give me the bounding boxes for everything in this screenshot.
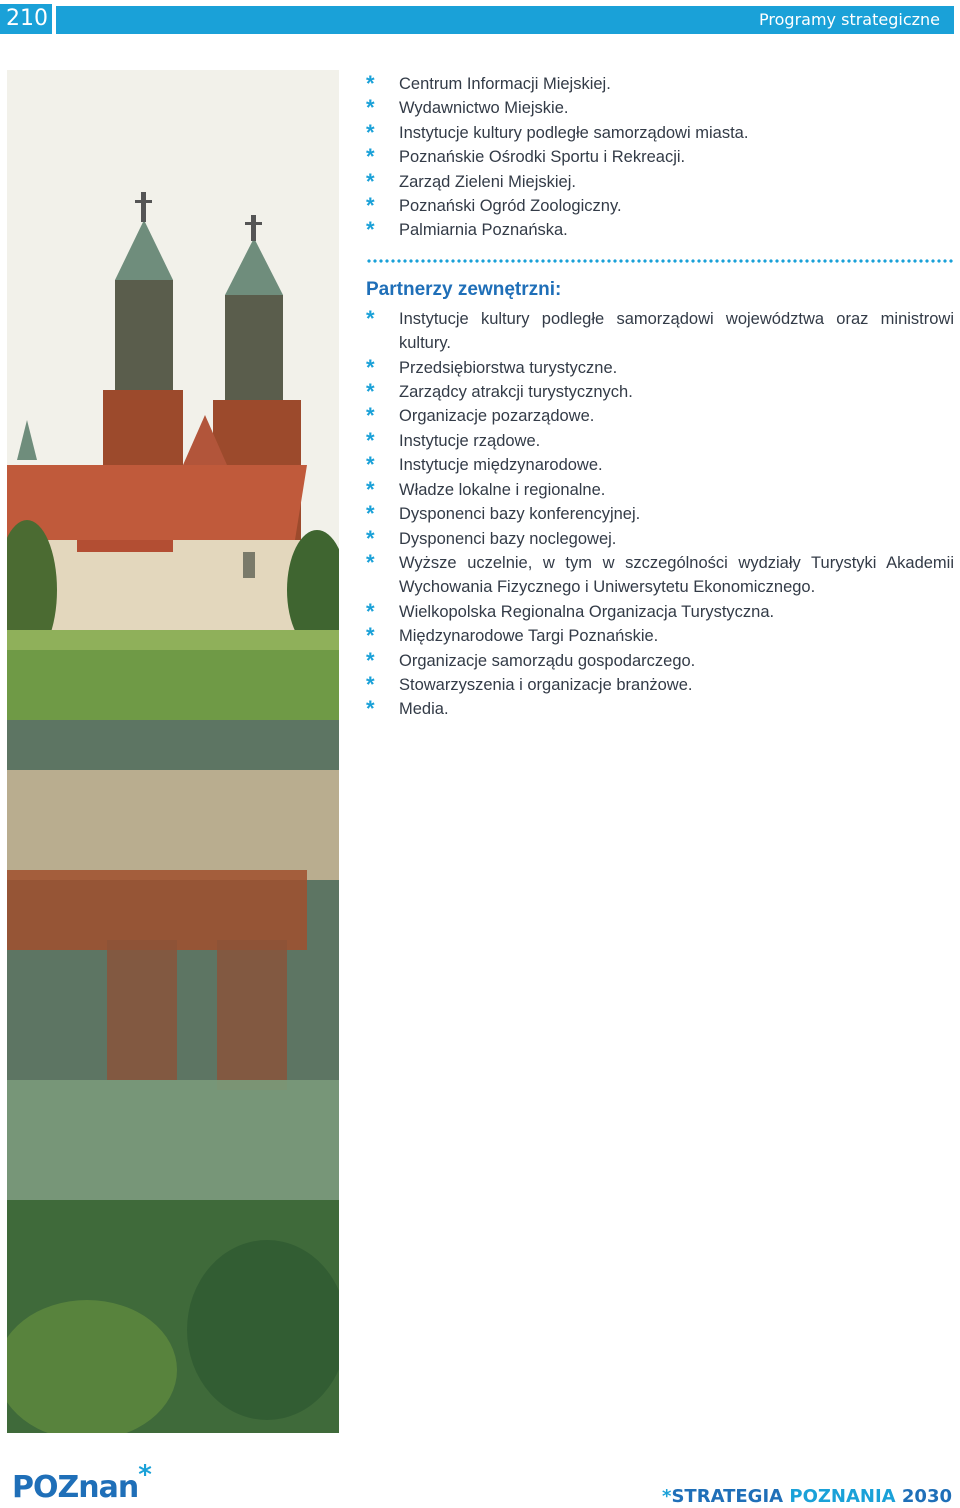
list-internal (366, 72, 954, 243)
list-item (366, 404, 954, 428)
list-item (366, 453, 954, 477)
list-item (366, 145, 954, 169)
asterisk-bullet-icon: * (366, 549, 375, 575)
list-item (366, 356, 954, 380)
asterisk-bullet-icon: * (366, 403, 375, 429)
list-item (366, 121, 954, 145)
asterisk-bullet-icon: * (366, 501, 375, 527)
asterisk-bullet-icon: * (366, 671, 375, 697)
dotted-divider (366, 259, 954, 263)
list-item (366, 673, 954, 697)
header-bar (56, 6, 954, 34)
asterisk-bullet-icon: * (366, 71, 375, 96)
list-external-partners (366, 307, 954, 722)
asterisk-bullet-icon: * (366, 647, 375, 673)
list-item (366, 624, 954, 648)
list-item-text: Zarząd Zieleni Miejskiej. (399, 172, 576, 191)
list-item-text: Zarządcy atrakcji turystycznych. (399, 383, 633, 402)
asterisk-bullet-icon: * (366, 476, 375, 502)
list-item (366, 600, 954, 624)
asterisk-bullet-icon: * (366, 95, 375, 121)
list-item-text: Przedsiębiorstwa turystyczne. (399, 358, 618, 377)
asterisk-bullet-icon: * (366, 623, 375, 649)
asterisk-bullet-icon: * (366, 452, 375, 478)
asterisk-bullet-icon: * (366, 354, 375, 380)
asterisk-bullet-icon: * (366, 144, 375, 170)
page-number: 210 (0, 4, 52, 34)
list-item-text: Media. (399, 700, 449, 719)
cathedral-photo (7, 70, 339, 1433)
tagline-word-poznania: POZNANIA (789, 1486, 896, 1507)
logo-asterisk-icon: * (138, 1460, 151, 1490)
list-item-text: Władze lokalne i regionalne. (399, 480, 606, 499)
list-item (366, 697, 954, 721)
asterisk-bullet-icon: * (366, 427, 375, 453)
list-item (366, 194, 954, 218)
list-item-text: Centrum Informacji Miejskiej. (399, 75, 611, 93)
list-item-text: Wielkopolska Regionalna Organizacja Turystyczna. (399, 602, 775, 621)
list-item (366, 380, 954, 404)
list-item-text: Palmiarnia Poznańska. (399, 221, 568, 240)
list-item-text: Wyższe uczelnie, w tym w szczególności wydziały Turystyki Akademii Wychowania Fizycznego i Uniwersytetu Ekonomicznego. (399, 553, 954, 597)
list-item-text: Dysponenci bazy konferencyjnej. (399, 505, 641, 524)
asterisk-bullet-icon: * (366, 525, 375, 551)
list-item-text: Poznańskie Ośrodki Sportu i Rekreacji. (399, 148, 686, 167)
list-item (366, 527, 954, 551)
content (366, 72, 954, 722)
section-heading: Partnerzy zewnętrzni: (366, 278, 562, 300)
list-item (366, 478, 954, 502)
asterisk-bullet-icon: * (366, 193, 375, 219)
list-item-text: Dysponenci bazy noclegowej. (399, 529, 617, 548)
list-item (366, 649, 954, 673)
list-item (366, 170, 954, 194)
list-item (366, 218, 954, 242)
list-item-text: Organizacje pozarządowe. (399, 407, 595, 426)
asterisk-bullet-icon: * (366, 168, 375, 194)
list-item (366, 502, 954, 526)
list-item (366, 72, 954, 96)
list-item-text: Instytucje kultury podległe samorządowi miasta. (399, 123, 749, 142)
asterisk-bullet-icon: * (366, 379, 375, 405)
list-item-text: Instytucje kultury podległe samorządowi województwa oraz ministrowi kultury. (399, 309, 954, 353)
list-item-text: Wydawnictwo Miejskie. (399, 99, 569, 118)
list-item (366, 551, 954, 600)
header-title: Programy strategiczne (759, 10, 940, 29)
list-item (366, 307, 954, 356)
list-item (366, 429, 954, 453)
page-header (0, 0, 960, 40)
tagline-asterisk-icon: * (662, 1486, 672, 1507)
list-item (366, 96, 954, 120)
cathedral-photo-illustration (7, 70, 339, 1433)
list-item-text: Organizacje samorządu gospodarczego. (399, 651, 696, 670)
list-item-text: Stowarzyszenia i organizacje branżowe. (399, 675, 693, 694)
asterisk-bullet-icon: * (366, 305, 375, 331)
asterisk-bullet-icon: * (366, 598, 375, 624)
asterisk-bullet-icon: * (366, 119, 375, 145)
list-item-text: Międzynarodowe Targi Poznańskie. (399, 627, 659, 646)
list-item-text: Instytucje międzynarodowe. (399, 456, 603, 475)
list-item-text: Poznański Ogród Zoologiczny. (399, 197, 622, 216)
tagline-year: 2030 (901, 1486, 952, 1507)
tagline-word-strategia: STRATEGIA (671, 1486, 784, 1507)
poznan-logo (12, 1460, 151, 1505)
asterisk-bullet-icon: * (366, 696, 375, 722)
strategy-tagline (662, 1486, 952, 1507)
asterisk-bullet-icon: * (366, 217, 375, 243)
list-item-text: Instytucje rządowe. (399, 431, 541, 450)
logo-text: POZnan (12, 1470, 139, 1505)
